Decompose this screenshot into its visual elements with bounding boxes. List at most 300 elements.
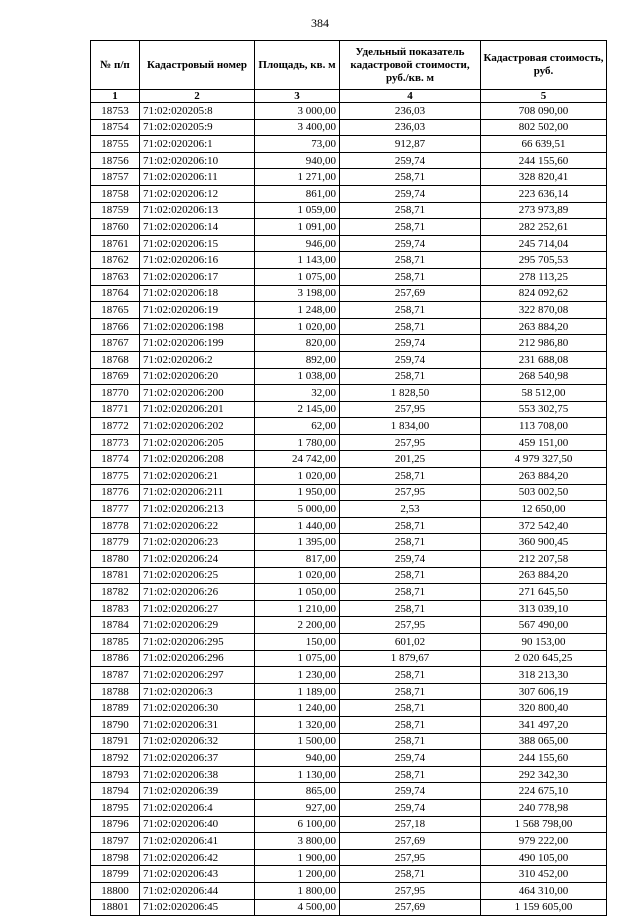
area-cell: 32,00: [255, 385, 340, 402]
header-cadastral-value: Кадастровая стоимость, руб.: [481, 41, 607, 90]
table-row: [91, 567, 607, 584]
cadastral-value-cell: 212 986,80: [481, 335, 607, 352]
row-number-cell: 18756: [91, 152, 140, 169]
area-cell: 3 400,00: [255, 119, 340, 136]
cadastral-value-cell: 113 708,00: [481, 418, 607, 435]
specific-value-cell: 1 879,67: [340, 650, 481, 667]
cadastral-number-cell: 71:02:020206:44: [140, 882, 255, 899]
cadastral-value-cell: 388 065,00: [481, 733, 607, 750]
cadastral-value-cell: 245 714,04: [481, 235, 607, 252]
table-row: [91, 302, 607, 319]
row-number-cell: 18758: [91, 185, 140, 202]
specific-value-cell: 258,71: [340, 468, 481, 485]
specific-value-cell: 257,95: [340, 401, 481, 418]
row-number-cell: 18785: [91, 634, 140, 651]
column-number-row: [91, 90, 607, 103]
cadastral-value-cell: 66 639,51: [481, 136, 607, 153]
area-cell: 1 091,00: [255, 219, 340, 236]
cadastral-number-cell: 71:02:020206:15: [140, 235, 255, 252]
cadastral-number-cell: 71:02:020206:32: [140, 733, 255, 750]
table-row: [91, 235, 607, 252]
cadastral-value-cell: 212 207,58: [481, 551, 607, 568]
specific-value-cell: 912,87: [340, 136, 481, 153]
cadastral-value-cell: 282 252,61: [481, 219, 607, 236]
cadastral-value-cell: 268 540,98: [481, 368, 607, 385]
cadastral-number-cell: 71:02:020206:41: [140, 833, 255, 850]
table-row: [91, 252, 607, 269]
specific-value-cell: 257,69: [340, 833, 481, 850]
table-row: [91, 418, 607, 435]
cadastral-value-cell: 263 884,20: [481, 468, 607, 485]
specific-value-cell: 236,03: [340, 119, 481, 136]
table-row: [91, 268, 607, 285]
specific-value-cell: 257,95: [340, 882, 481, 899]
cadastral-number-cell: 71:02:020206:201: [140, 401, 255, 418]
table-row: [91, 866, 607, 883]
header-row-number: № п/п: [91, 41, 140, 90]
cadastral-value-cell: 224 675,10: [481, 783, 607, 800]
row-number-cell: 18787: [91, 667, 140, 684]
row-number-cell: 18763: [91, 268, 140, 285]
table-row: [91, 899, 607, 916]
cadastral-number-cell: 71:02:020206:23: [140, 534, 255, 551]
row-number-cell: 18766: [91, 318, 140, 335]
area-cell: 6 100,00: [255, 816, 340, 833]
area-cell: 861,00: [255, 185, 340, 202]
cadastral-number-cell: 71:02:020206:22: [140, 517, 255, 534]
area-cell: 1 271,00: [255, 169, 340, 186]
specific-value-cell: 258,71: [340, 302, 481, 319]
cadastral-number-cell: 71:02:020205:8: [140, 103, 255, 120]
row-number-cell: 18760: [91, 219, 140, 236]
cadastral-number-cell: 71:02:020206:16: [140, 252, 255, 269]
row-number-cell: 18790: [91, 716, 140, 733]
area-cell: 1 059,00: [255, 202, 340, 219]
area-cell: 1 189,00: [255, 683, 340, 700]
cadastral-value-cell: 553 302,75: [481, 401, 607, 418]
cadastral-value-cell: 503 002,50: [481, 484, 607, 501]
specific-value-cell: 258,71: [340, 202, 481, 219]
row-number-cell: 18753: [91, 103, 140, 120]
row-number-cell: 18777: [91, 501, 140, 518]
specific-value-cell: 258,71: [340, 700, 481, 717]
area-cell: 150,00: [255, 634, 340, 651]
cadastral-value-cell: 310 452,00: [481, 866, 607, 883]
table-row: [91, 650, 607, 667]
cadastral-number-cell: 71:02:020206:39: [140, 783, 255, 800]
cadastral-value-cell: 318 213,30: [481, 667, 607, 684]
row-number-cell: 18795: [91, 799, 140, 816]
specific-value-cell: 258,71: [340, 667, 481, 684]
cadastral-number-cell: 71:02:020206:208: [140, 451, 255, 468]
cadastral-number-cell: 71:02:020206:295: [140, 634, 255, 651]
area-cell: 1 038,00: [255, 368, 340, 385]
area-cell: 1 440,00: [255, 517, 340, 534]
area-cell: 1 200,00: [255, 866, 340, 883]
row-number-cell: 18796: [91, 816, 140, 833]
area-cell: 1 950,00: [255, 484, 340, 501]
cadastral-number-cell: 71:02:020206:25: [140, 567, 255, 584]
area-cell: 946,00: [255, 235, 340, 252]
cadastral-value-cell: 240 778,98: [481, 799, 607, 816]
cadastral-value-cell: 979 222,00: [481, 833, 607, 850]
table-row: [91, 584, 607, 601]
row-number-cell: 18800: [91, 882, 140, 899]
cadastral-number-cell: 71:02:020206:14: [140, 219, 255, 236]
cadastral-number-cell: 71:02:020206:31: [140, 716, 255, 733]
column-number: 4: [340, 90, 481, 103]
area-cell: 62,00: [255, 418, 340, 435]
row-number-cell: 18792: [91, 750, 140, 767]
specific-value-cell: 201,25: [340, 451, 481, 468]
row-number-cell: 18768: [91, 351, 140, 368]
cadastral-number-cell: 71:02:020206:1: [140, 136, 255, 153]
cadastral-value-cell: 231 688,08: [481, 351, 607, 368]
row-number-cell: 18797: [91, 833, 140, 850]
table-row: [91, 385, 607, 402]
cadastral-value-cell: 1 159 605,00: [481, 899, 607, 916]
table-row: [91, 401, 607, 418]
cadastral-number-cell: 71:02:020206:13: [140, 202, 255, 219]
specific-value-cell: 258,71: [340, 733, 481, 750]
table-row: [91, 534, 607, 551]
row-number-cell: 18767: [91, 335, 140, 352]
area-cell: 817,00: [255, 551, 340, 568]
table-row: [91, 766, 607, 783]
area-cell: 1 500,00: [255, 733, 340, 750]
specific-value-cell: 259,74: [340, 152, 481, 169]
specific-value-cell: 1 834,00: [340, 418, 481, 435]
column-number: 1: [91, 90, 140, 103]
area-cell: 1 900,00: [255, 849, 340, 866]
table-row: [91, 600, 607, 617]
cadastral-number-cell: 71:02:020206:296: [140, 650, 255, 667]
area-cell: 1 020,00: [255, 318, 340, 335]
specific-value-cell: 259,74: [340, 799, 481, 816]
cadastral-value-cell: 802 502,00: [481, 119, 607, 136]
table-row: [91, 517, 607, 534]
page-number: 384: [311, 16, 329, 30]
cadastral-value-cell: 328 820,41: [481, 169, 607, 186]
cadastral-value-cell: 1 568 798,00: [481, 816, 607, 833]
cadastral-value-table: [90, 40, 607, 916]
table-row: [91, 733, 607, 750]
table-row: [91, 783, 607, 800]
specific-value-cell: 259,74: [340, 185, 481, 202]
area-cell: 940,00: [255, 152, 340, 169]
area-cell: 892,00: [255, 351, 340, 368]
header-specific-value: Удельный показатель кадастровой стоимости, руб./кв. м: [340, 41, 481, 90]
cadastral-number-cell: 71:02:020206:12: [140, 185, 255, 202]
row-number-cell: 18778: [91, 517, 140, 534]
cadastral-value-cell: 708 090,00: [481, 103, 607, 120]
cadastral-value-cell: 244 155,60: [481, 750, 607, 767]
specific-value-cell: 259,74: [340, 783, 481, 800]
specific-value-cell: 1 828,50: [340, 385, 481, 402]
area-cell: 1 320,00: [255, 716, 340, 733]
table-row: [91, 318, 607, 335]
area-cell: 865,00: [255, 783, 340, 800]
specific-value-cell: 258,71: [340, 584, 481, 601]
row-number-cell: 18791: [91, 733, 140, 750]
table-row: [91, 617, 607, 634]
cadastral-value-cell: 295 705,53: [481, 252, 607, 269]
row-number-cell: 18769: [91, 368, 140, 385]
table-row: [91, 103, 607, 120]
table-row: [91, 451, 607, 468]
row-number-cell: 18759: [91, 202, 140, 219]
cadastral-value-cell: 459 151,00: [481, 434, 607, 451]
specific-value-cell: 259,74: [340, 335, 481, 352]
row-number-cell: 18782: [91, 584, 140, 601]
specific-value-cell: 259,74: [340, 551, 481, 568]
cadastral-number-cell: 71:02:020206:45: [140, 899, 255, 916]
specific-value-cell: 2,53: [340, 501, 481, 518]
row-number-cell: 18762: [91, 252, 140, 269]
cadastral-number-cell: 71:02:020206:30: [140, 700, 255, 717]
row-number-cell: 18781: [91, 567, 140, 584]
row-number-cell: 18754: [91, 119, 140, 136]
cadastral-value-cell: 307 606,19: [481, 683, 607, 700]
cadastral-value-cell: 273 973,89: [481, 202, 607, 219]
cadastral-value-cell: 313 039,10: [481, 600, 607, 617]
table-row: [91, 185, 607, 202]
table-row: [91, 351, 607, 368]
cadastral-number-cell: 71:02:020206:297: [140, 667, 255, 684]
cadastral-number-cell: 71:02:020206:21: [140, 468, 255, 485]
cadastral-number-cell: 71:02:020206:211: [140, 484, 255, 501]
table-row: [91, 136, 607, 153]
row-number-cell: 18771: [91, 401, 140, 418]
specific-value-cell: 257,95: [340, 434, 481, 451]
row-number-cell: 18783: [91, 600, 140, 617]
cadastral-number-cell: 71:02:020206:213: [140, 501, 255, 518]
area-cell: 1 395,00: [255, 534, 340, 551]
table-row: [91, 368, 607, 385]
header-area: Площадь, кв. м: [255, 41, 340, 90]
specific-value-cell: 258,71: [340, 318, 481, 335]
table-row: [91, 285, 607, 302]
area-cell: 820,00: [255, 335, 340, 352]
specific-value-cell: 258,71: [340, 567, 481, 584]
specific-value-cell: 257,69: [340, 285, 481, 302]
cadastral-number-cell: 71:02:020206:24: [140, 551, 255, 568]
cadastral-number-cell: 71:02:020206:199: [140, 335, 255, 352]
cadastral-number-cell: 71:02:020206:20: [140, 368, 255, 385]
table-row: [91, 169, 607, 186]
row-number-cell: 18786: [91, 650, 140, 667]
specific-value-cell: 258,71: [340, 683, 481, 700]
cadastral-value-cell: 292 342,30: [481, 766, 607, 783]
header-cadastral-number: Кадастровый номер: [140, 41, 255, 90]
table-row: [91, 799, 607, 816]
area-cell: 1 800,00: [255, 882, 340, 899]
cadastral-value-cell: 244 155,60: [481, 152, 607, 169]
area-cell: 1 020,00: [255, 468, 340, 485]
specific-value-cell: 257,95: [340, 484, 481, 501]
table-row: [91, 700, 607, 717]
row-number-cell: 18765: [91, 302, 140, 319]
cadastral-value-cell: 58 512,00: [481, 385, 607, 402]
area-cell: 1 248,00: [255, 302, 340, 319]
specific-value-cell: 258,71: [340, 252, 481, 269]
area-cell: 1 210,00: [255, 600, 340, 617]
cadastral-number-cell: 71:02:020206:26: [140, 584, 255, 601]
table-row: [91, 683, 607, 700]
table-row: [91, 634, 607, 651]
table-row: [91, 551, 607, 568]
cadastral-value-cell: 2 020 645,25: [481, 650, 607, 667]
area-cell: 5 000,00: [255, 501, 340, 518]
specific-value-cell: 258,71: [340, 866, 481, 883]
cadastral-number-cell: 71:02:020206:4: [140, 799, 255, 816]
table-row: [91, 833, 607, 850]
row-number-cell: 18788: [91, 683, 140, 700]
cadastral-number-cell: 71:02:020206:29: [140, 617, 255, 634]
cadastral-value-cell: 278 113,25: [481, 268, 607, 285]
cadastral-value-cell: 360 900,45: [481, 534, 607, 551]
specific-value-cell: 236,03: [340, 103, 481, 120]
specific-value-cell: 259,74: [340, 235, 481, 252]
row-number-cell: 18779: [91, 534, 140, 551]
specific-value-cell: 258,71: [340, 716, 481, 733]
row-number-cell: 18793: [91, 766, 140, 783]
row-number-cell: 18776: [91, 484, 140, 501]
table-row: [91, 750, 607, 767]
specific-value-cell: 257,95: [340, 617, 481, 634]
cadastral-number-cell: 71:02:020206:10: [140, 152, 255, 169]
cadastral-number-cell: 71:02:020206:3: [140, 683, 255, 700]
area-cell: 927,00: [255, 799, 340, 816]
cadastral-number-cell: 71:02:020205:9: [140, 119, 255, 136]
specific-value-cell: 258,71: [340, 600, 481, 617]
row-number-cell: 18780: [91, 551, 140, 568]
table-body: [91, 103, 607, 916]
table-row: [91, 484, 607, 501]
column-number: 2: [140, 90, 255, 103]
cadastral-number-cell: 71:02:020206:19: [140, 302, 255, 319]
area-cell: 1 075,00: [255, 650, 340, 667]
area-cell: 1 780,00: [255, 434, 340, 451]
row-number-cell: 18774: [91, 451, 140, 468]
specific-value-cell: 258,71: [340, 766, 481, 783]
specific-value-cell: 259,74: [340, 351, 481, 368]
cadastral-value-cell: 320 800,40: [481, 700, 607, 717]
cadastral-value-cell: 263 884,20: [481, 567, 607, 584]
area-cell: 3 000,00: [255, 103, 340, 120]
cadastral-value-cell: 824 092,62: [481, 285, 607, 302]
area-cell: 24 742,00: [255, 451, 340, 468]
table-row: [91, 434, 607, 451]
table-row: [91, 667, 607, 684]
column-number: 3: [255, 90, 340, 103]
cadastral-value-cell: 464 310,00: [481, 882, 607, 899]
cadastral-number-cell: 71:02:020206:11: [140, 169, 255, 186]
area-cell: 73,00: [255, 136, 340, 153]
table-row: [91, 716, 607, 733]
row-number-cell: 18773: [91, 434, 140, 451]
column-number: 5: [481, 90, 607, 103]
specific-value-cell: 259,74: [340, 750, 481, 767]
row-number-cell: 18784: [91, 617, 140, 634]
row-number-cell: 18757: [91, 169, 140, 186]
table-row: [91, 335, 607, 352]
specific-value-cell: 258,71: [340, 368, 481, 385]
area-cell: 3 800,00: [255, 833, 340, 850]
cadastral-number-cell: 71:02:020206:37: [140, 750, 255, 767]
cadastral-value-cell: 263 884,20: [481, 318, 607, 335]
row-number-cell: 18799: [91, 866, 140, 883]
table-row: [91, 468, 607, 485]
cadastral-number-cell: 71:02:020206:202: [140, 418, 255, 435]
cadastral-number-cell: 71:02:020206:205: [140, 434, 255, 451]
table-row: [91, 202, 607, 219]
table-row: [91, 849, 607, 866]
table-row: [91, 882, 607, 899]
cadastral-value-cell: 490 105,00: [481, 849, 607, 866]
row-number-cell: 18755: [91, 136, 140, 153]
cadastral-value-cell: 12 650,00: [481, 501, 607, 518]
specific-value-cell: 258,71: [340, 268, 481, 285]
area-cell: 1 230,00: [255, 667, 340, 684]
cadastral-value-cell: 4 979 327,50: [481, 451, 607, 468]
row-number-cell: 18798: [91, 849, 140, 866]
row-number-cell: 18794: [91, 783, 140, 800]
row-number-cell: 18761: [91, 235, 140, 252]
cadastral-value-cell: 567 490,00: [481, 617, 607, 634]
table-row: [91, 501, 607, 518]
specific-value-cell: 258,71: [340, 534, 481, 551]
table-row: [91, 152, 607, 169]
cadastral-number-cell: 71:02:020206:43: [140, 866, 255, 883]
cadastral-number-cell: 71:02:020206:200: [140, 385, 255, 402]
cadastral-number-cell: 71:02:020206:40: [140, 816, 255, 833]
area-cell: 4 500,00: [255, 899, 340, 916]
area-cell: 3 198,00: [255, 285, 340, 302]
cadastral-value-cell: 372 542,40: [481, 517, 607, 534]
cadastral-value-cell: 341 497,20: [481, 716, 607, 733]
area-cell: 1 020,00: [255, 567, 340, 584]
row-number-cell: 18770: [91, 385, 140, 402]
specific-value-cell: 257,95: [340, 849, 481, 866]
row-number-cell: 18801: [91, 899, 140, 916]
cadastral-value-cell: 90 153,00: [481, 634, 607, 651]
area-cell: 940,00: [255, 750, 340, 767]
area-cell: 1 130,00: [255, 766, 340, 783]
table-row: [91, 816, 607, 833]
specific-value-cell: 257,18: [340, 816, 481, 833]
specific-value-cell: 258,71: [340, 219, 481, 236]
row-number-cell: 18789: [91, 700, 140, 717]
specific-value-cell: 258,71: [340, 517, 481, 534]
cadastral-number-cell: 71:02:020206:17: [140, 268, 255, 285]
cadastral-value-cell: 271 645,50: [481, 584, 607, 601]
cadastral-number-cell: 71:02:020206:42: [140, 849, 255, 866]
cadastral-number-cell: 71:02:020206:38: [140, 766, 255, 783]
specific-value-cell: 257,69: [340, 899, 481, 916]
area-cell: 1 050,00: [255, 584, 340, 601]
cadastral-number-cell: 71:02:020206:18: [140, 285, 255, 302]
cadastral-number-cell: 71:02:020206:2: [140, 351, 255, 368]
table-header-row: [91, 41, 607, 90]
specific-value-cell: 601,02: [340, 634, 481, 651]
cadastral-value-cell: 322 870,08: [481, 302, 607, 319]
cadastral-value-cell: 223 636,14: [481, 185, 607, 202]
specific-value-cell: 258,71: [340, 169, 481, 186]
area-cell: 2 200,00: [255, 617, 340, 634]
table-row: [91, 219, 607, 236]
area-cell: 2 145,00: [255, 401, 340, 418]
